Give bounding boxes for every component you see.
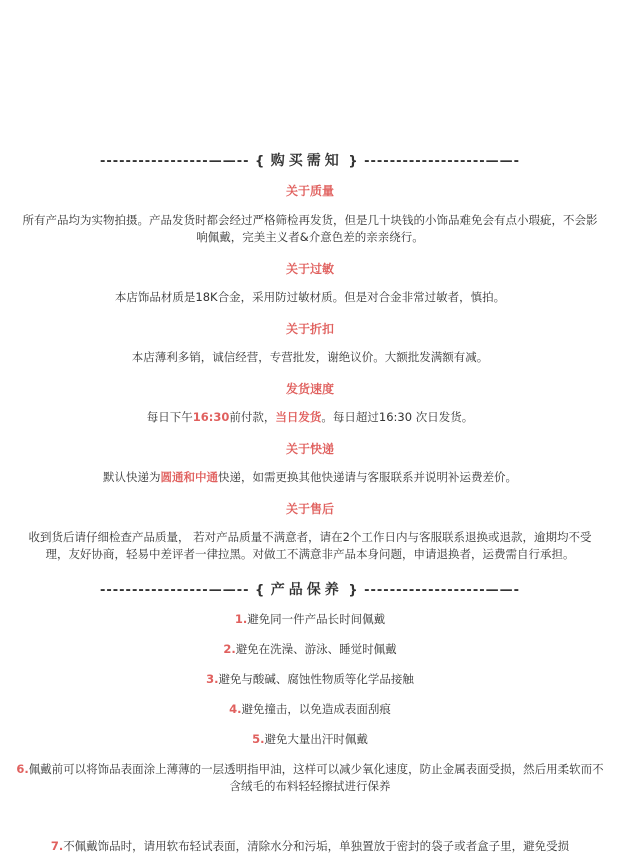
shipping-heading: 发货速度 (285, 382, 334, 396)
care-item-text: 避免同一件产品长时间佩戴 (247, 612, 386, 626)
product-care-divider (0, 579, 620, 599)
care-item-text: 避免与酸碱、腐蚀性物质等化学品接触 (218, 672, 414, 686)
shipping-mid: 前付款， (229, 410, 276, 424)
quality-heading: 关于质量 (285, 184, 334, 198)
care-item-text: 不佩戴饰品时，请用软布轻试表面，清除水分和污垢，单独置放于密封的袋子或者盒子里，避免受损 (63, 839, 570, 853)
care-item-text: 避免大量出汗时佩戴 (264, 732, 368, 746)
shipping-post: 。每日超过16:30 次日发货。 (321, 410, 474, 424)
shipping-cutoff-time: 16:30 (192, 410, 230, 424)
allergy-heading: 关于过敏 (285, 262, 334, 276)
quality-line-1: 所有产品均为实物拍摄。产品发货时都会经过严格筛检再发货，但是几十块钱的小饰品难免会有点小瑕疵，不会影 (22, 213, 598, 227)
care-item-text: 佩戴前可以将饰品表面涂上薄薄的一层透明指甲油，这样可以减少氧化速度，防止金属表面受损，然后用柔软而不 (28, 762, 604, 776)
allergy-text: 本店饰品材质是18K合金，采用防过敏材质。但是对合金非常过敏者，慎拍。 (114, 290, 506, 304)
care-item-6 (0, 761, 620, 795)
divider-left: -----------------——-- { (99, 583, 266, 598)
same-day-shipping: 当日发货 (275, 410, 322, 424)
shipping-text (0, 409, 620, 426)
care-item-text-line-2: 含绒毛的布料轻轻擦拭进行保养 (229, 779, 391, 793)
courier-post: 快递，如需更换其他快递请与客服联系并说明补运费差价。 (218, 470, 517, 484)
divider-left: -----------------——-- { (99, 154, 266, 169)
divider-right: } -------------------——- (348, 583, 521, 598)
care-item-number: 6. (16, 762, 29, 776)
care-item-text: 避免在洗澡、游泳、睡觉时佩戴 (235, 642, 397, 656)
care-item-3 (0, 671, 620, 688)
care-item-number: 5. (252, 732, 265, 746)
care-item-number: 3. (206, 672, 219, 686)
care-item-1 (0, 611, 620, 628)
after-sales-line-2: 理，友好协商，轻易中差评者一律拉黑。对做工不满意非产品本身问题，申请退换者，运费需自行承担。 (45, 547, 575, 561)
care-item-5 (0, 731, 620, 748)
quality-text (0, 212, 620, 246)
care-item-number: 1. (234, 612, 248, 626)
discount-text: 本店薄利多销，诚信经营，专营批发，谢绝议价。大额批发满额有减。 (131, 350, 489, 364)
care-item-4 (0, 701, 620, 718)
courier-heading: 关于快递 (285, 442, 334, 456)
quality-line-2: 响佩戴，完美主义者&介意色差的亲亲绕行。 (196, 230, 424, 244)
courier-pre: 默认快递为 (103, 470, 161, 484)
discount-heading: 关于折扣 (285, 322, 334, 336)
care-item-number: 7. (50, 839, 64, 853)
after-sales-text (0, 529, 620, 563)
courier-name: 圆通和中通 (160, 470, 218, 484)
after-sales-line-1: 收到货后请仔细检查产品质量， 若对产品质量不满意者，请在2个工作日内与客服联系退换或退款，逾期均不受 (28, 530, 592, 544)
care-item-number: 2. (223, 642, 236, 656)
care-item-number: 4. (229, 702, 242, 716)
care-item-text: 避免撞击，以免造成表面刮痕 (241, 702, 391, 716)
purchase-notice-divider (0, 150, 620, 170)
divider-right: } -------------------——- (348, 154, 521, 169)
product-care-title: 产品保养 (270, 582, 343, 598)
care-item-2 (0, 641, 620, 658)
courier-text (0, 469, 620, 486)
care-item-7 (0, 838, 620, 855)
purchase-notice-title: 购买需知 (270, 153, 343, 169)
after-sales-heading: 关于售后 (285, 502, 334, 516)
shipping-pre: 每日下午 (146, 410, 193, 424)
